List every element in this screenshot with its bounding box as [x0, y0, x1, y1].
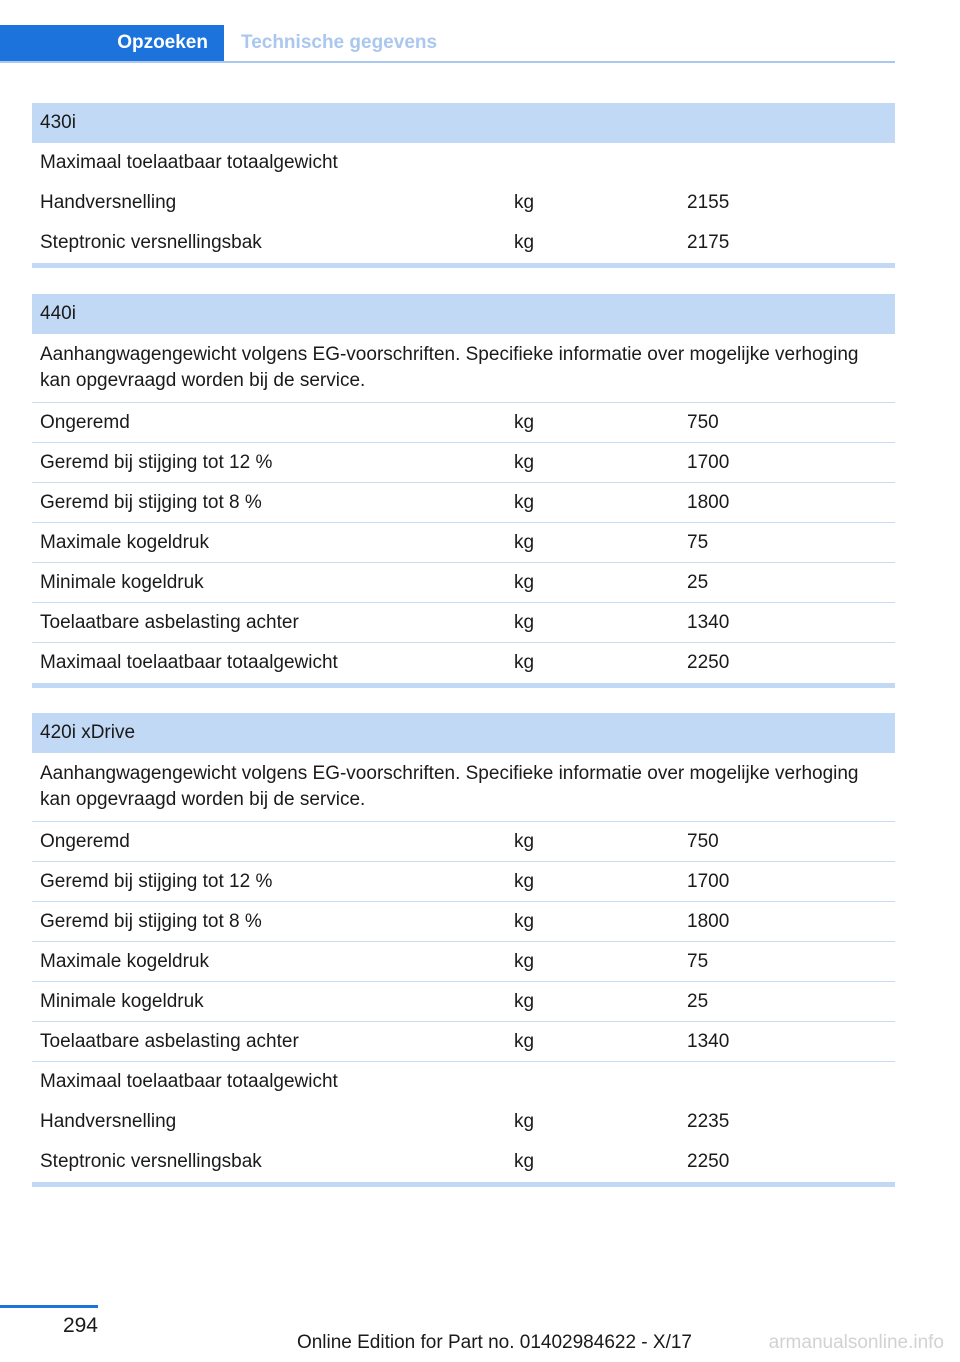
- table-note: Aanhangwagengewicht volgens EG-voorschriften. Specifieke informatie over mogelijke verhoging kan opgevraagd worden bij de service.: [32, 753, 895, 822]
- page-header: [0, 25, 895, 63]
- page-number: 294: [62, 1314, 98, 1337]
- table-row: [32, 143, 895, 183]
- table-row: [32, 403, 895, 443]
- row-unit: kg: [514, 1151, 535, 1172]
- table-row: [32, 483, 895, 523]
- table-row: [32, 1022, 895, 1062]
- table-row: [32, 183, 895, 223]
- row-value: 1340: [687, 612, 730, 633]
- table-row: [32, 982, 895, 1022]
- row-value: 1340: [687, 1031, 730, 1052]
- table-title: 430i: [32, 103, 895, 143]
- row-label: Ongeremd: [40, 831, 130, 852]
- table-row: [32, 1062, 895, 1102]
- table-row: [32, 822, 895, 862]
- table-end-bar: [32, 263, 895, 268]
- row-unit: kg: [514, 951, 535, 972]
- row-label: Steptronic versnellingsbak: [40, 232, 262, 253]
- row-label: Geremd bij stijging tot 12 %: [40, 452, 273, 473]
- tab-opzoeken[interactable]: Opzoeken: [0, 25, 224, 61]
- table-note: Aanhangwagengewicht volgens EG-voorschriften. Specifieke informatie over mogelijke verhoging kan opgevraagd worden bij de service.: [32, 334, 895, 403]
- tab-technische-gegevens[interactable]: Technische gegevens: [241, 32, 438, 53]
- row-value: 2250: [687, 1151, 730, 1172]
- row-value: 2155: [687, 192, 730, 213]
- row-unit: kg: [514, 612, 535, 633]
- row-unit: kg: [514, 652, 535, 673]
- edition-footer: Online Edition for Part no. 01402984622 - X/17: [296, 1332, 692, 1353]
- row-value: 25: [687, 572, 709, 593]
- table-row: [32, 862, 895, 902]
- row-label: Toelaatbare asbelasting achter: [40, 1031, 299, 1052]
- row-value: 1700: [687, 452, 730, 473]
- row-label: Maximaal toelaatbaar totaalgewicht: [40, 652, 338, 673]
- row-label: Ongeremd: [40, 412, 130, 433]
- spec-table-420i-xdrive: [32, 713, 895, 1187]
- row-value: 1700: [687, 871, 730, 892]
- watermark-text: armanualsonline.info: [768, 1332, 944, 1353]
- row-value: 2235: [687, 1111, 730, 1132]
- table-end-bar: [32, 1182, 895, 1187]
- row-unit: kg: [514, 412, 535, 433]
- row-unit: kg: [514, 911, 535, 932]
- table-end-bar: [32, 683, 895, 688]
- table-row: [32, 563, 895, 603]
- row-label: Toelaatbare asbelasting achter: [40, 612, 299, 633]
- row-value: 75: [687, 532, 709, 553]
- spec-table-430i: [32, 103, 895, 268]
- row-value: 75: [687, 951, 709, 972]
- row-value: 2175: [687, 232, 730, 253]
- row-unit: kg: [514, 532, 535, 553]
- row-unit: kg: [514, 1031, 535, 1052]
- row-value: 1800: [687, 492, 730, 513]
- row-label: Handversnelling: [40, 192, 177, 213]
- row-value: 25: [687, 991, 709, 1012]
- row-unit: kg: [514, 232, 535, 253]
- row-value: 2250: [687, 652, 730, 673]
- row-label: Maximaal toelaatbaar totaalgewicht: [40, 1071, 338, 1092]
- table-row: [32, 643, 895, 683]
- table-row: [32, 942, 895, 982]
- row-label: Geremd bij stijging tot 8 %: [40, 911, 262, 932]
- table-row: [32, 603, 895, 643]
- table-row: [32, 1102, 895, 1142]
- table-title: 440i: [32, 294, 895, 334]
- row-unit: kg: [514, 1111, 535, 1132]
- row-label: Maximale kogeldruk: [40, 532, 209, 553]
- row-unit: kg: [514, 492, 535, 513]
- row-unit: kg: [514, 572, 535, 593]
- table-title: 420i xDrive: [32, 713, 895, 753]
- table-row: [32, 443, 895, 483]
- row-label: Geremd bij stijging tot 8 %: [40, 492, 262, 513]
- row-unit: kg: [514, 452, 535, 473]
- table-row: [32, 1142, 895, 1182]
- row-unit: kg: [514, 831, 535, 852]
- table-row: [32, 902, 895, 942]
- page-number-rule: [0, 1305, 98, 1308]
- row-unit: kg: [514, 192, 535, 213]
- row-label: Geremd bij stijging tot 12 %: [40, 871, 273, 892]
- spec-table-440i: [32, 294, 895, 688]
- row-label: Minimale kogeldruk: [40, 991, 204, 1012]
- row-value: 1800: [687, 911, 730, 932]
- row-unit: kg: [514, 991, 535, 1012]
- row-label: Handversnelling: [40, 1111, 177, 1132]
- row-value: 750: [687, 412, 719, 433]
- row-label: Maximaal toelaatbaar totaalgewicht: [40, 152, 338, 173]
- row-label: Minimale kogeldruk: [40, 572, 204, 593]
- table-row: [32, 523, 895, 563]
- row-value: 750: [687, 831, 719, 852]
- table-row: [32, 223, 895, 263]
- row-label: Maximale kogeldruk: [40, 951, 209, 972]
- row-unit: kg: [514, 871, 535, 892]
- row-label: Steptronic versnellingsbak: [40, 1151, 262, 1172]
